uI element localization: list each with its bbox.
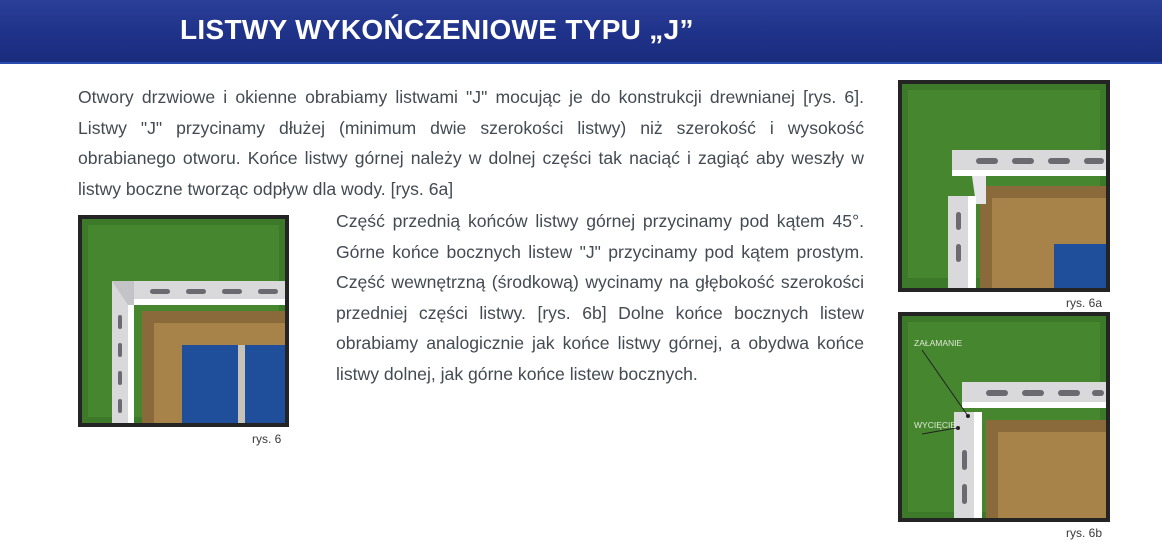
page-title: LISTWY WYKOŃCZENIOWE TYPU „J” — [180, 14, 694, 45]
paragraph-intro: Otwory drzwiowe i okienne obrabiamy listwami "J" mocując je do konstrukcji drewnianej [rys. 6]. Listwy "J" przycinamy dłużej (minimum dwie szerokości listwy) niż szerokość i wysokość obrabianego otworu. Końce listwy górnej należy w dolnej części tak naciąć i zagiąć aby weszły w listwy boczne tworząc odpływ dla wody. [rys. 6a] — [78, 87, 864, 199]
paragraph-details: Część przednią końców listwy górnej przycinamy pod kątem 45°. Górne końce bocznych listew "J" przycinamy pod kątem prostym. Część wewnętrzną (środkową) wycinamy na głębokość szerokości przedniej części listwy. [rys. 6b] Dolne końce bocznych listew obrabiamy analogicznie jak końce listwy górnej, a obydwa końce listwy dolnej, jak górne końce listew bocznych. — [336, 211, 864, 384]
caption-rys-6a: rys. 6a — [1066, 296, 1103, 310]
figure-rys-6b — [898, 312, 1110, 522]
figure-rys-6a — [898, 80, 1110, 292]
label-wyciecie: WYCIĘCIE — [914, 420, 957, 430]
figure-rys-6a-illustration — [902, 84, 1106, 288]
caption-rys-6b: rys. 6b — [1066, 526, 1103, 540]
figure-rys-6 — [78, 215, 289, 427]
figure-rys-6-illustration — [82, 219, 285, 423]
label-zalamanie: ZAŁAMANIE — [914, 338, 963, 348]
header-banner — [0, 0, 1162, 64]
caption-rys-6: rys. 6 — [252, 432, 282, 446]
